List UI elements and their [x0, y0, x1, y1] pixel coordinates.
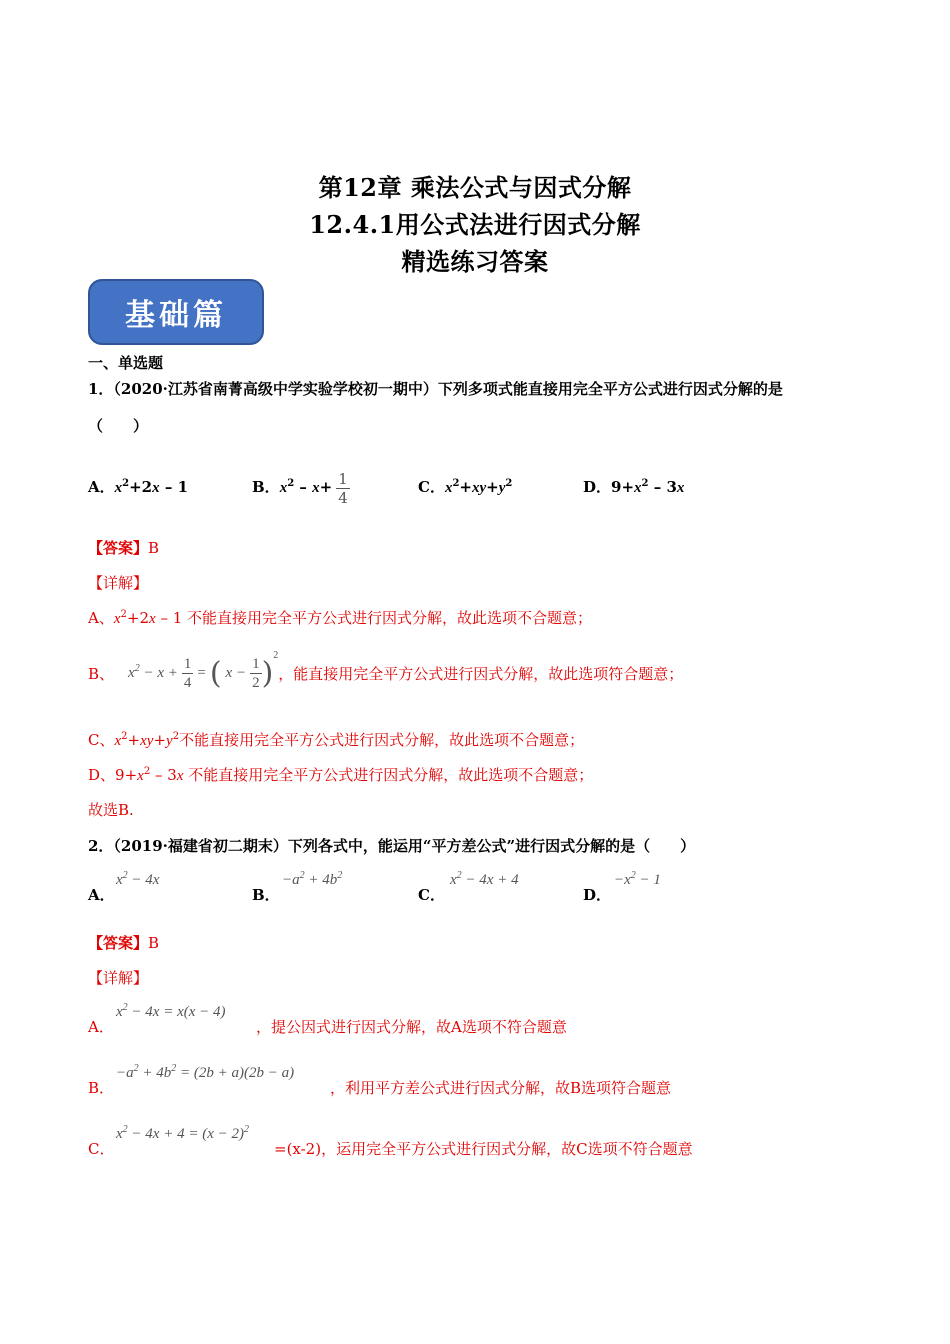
q2-explain-c: C． — [88, 1140, 115, 1158]
section-heading: 一、单选题 — [88, 354, 164, 372]
q2-stem: 2．（2019·福建省初二期末）下列各式中，能运用“平方差公式”进行因式分解的是（ ） — [88, 837, 696, 855]
q2-option-d-formula: $-x^2 - 1$ — [614, 870, 661, 888]
q1-option-c: C．$x^2+xy+y^2$ — [418, 478, 513, 496]
q2-explain-a: A． — [88, 1018, 114, 1036]
level-badge — [88, 279, 264, 345]
q2-explain-b: B． — [88, 1079, 115, 1097]
q2-explain-c-formula: $x^2 - 4x + 4 = (x - 2)^2$ — [116, 1124, 249, 1142]
q2-option-b-formula: $-a^2 + 4b^2$ — [282, 870, 343, 888]
q1-answer: 【答案】B — [88, 539, 160, 557]
q1-option-b: B．$x^2 - x+$ $\frac{1}{4}$ — [252, 469, 348, 507]
q2-option-a: A． — [88, 886, 115, 904]
q2-explain-c-text: =(x-2)，运用完全平方公式进行因式分解，故C选项不符合题意 — [274, 1140, 693, 1158]
q1-explain-d: D、$9+x^2 - 3x$ 不能直接用完全平方公式进行因式分解，故此选项不合题意； — [88, 766, 594, 784]
q1-detail-label: 【详解】 — [88, 574, 149, 592]
q2-explain-a-formula: $x^2 - 4x = x(x - 4)$ — [116, 1002, 226, 1020]
q1-explain-c: C、$x^2+xy+y^2$不能直接用完全平方公式进行因式分解，故此选项不合题意； — [88, 731, 585, 749]
q2-option-d: D． — [583, 886, 612, 904]
title-subtitle: 精选练习答案 — [401, 247, 549, 276]
q2-option-c-formula: $x^2 - 4x + 4$ — [450, 870, 519, 888]
title-chapter: 第12章 乘法公式与因式分解 — [318, 173, 632, 202]
title-section: 12.4.1用公式法进行因式分解 — [309, 210, 641, 239]
q1-stem: 1．（2020·江苏省南菁高级中学实验学校初一期中）下列多项式能直接用完全平方公式进行因式分解的是 — [88, 380, 783, 398]
q2-explain-a-text: ，提公因式进行因式分解，故A选项不符合题意 — [256, 1018, 567, 1036]
q2-option-a-formula: $x^2 - 4x$ — [116, 870, 160, 888]
q1-option-d: D．$9+x^2 - 3x$ — [583, 478, 685, 496]
q1-option-a: A．$x^2+2x - 1$ — [88, 478, 189, 496]
level-badge-label: 基础篇 — [125, 298, 227, 333]
q1-paren: （ ） — [88, 417, 149, 435]
q2-option-c: C． — [418, 886, 445, 904]
q2-detail-label: 【详解】 — [88, 969, 149, 987]
q2-answer: 【答案】B — [88, 934, 160, 952]
q2-explain-b-text: ，利用平方差公式进行因式分解，故B选项符合题意 — [330, 1079, 672, 1097]
q2-option-b: B． — [252, 886, 280, 904]
q2-explain-b-formula: $-a^2 + 4b^2 = (2b + a)(2b - a)$ — [116, 1063, 295, 1081]
q1-explain-a: A、$x^2+2x - 1$ 不能直接用完全平方公式进行因式分解，故此选项不合题意； — [88, 609, 593, 627]
q1-explain-b: B、 $x^2 - x$ + $\frac{1}{4}$ = ( x − $\frac{1}{2}$ ) 2 ，能直接用完全平方公式进行因式分解，故此选项符合题意； — [88, 649, 684, 691]
q1-conclusion: 故选B. — [88, 801, 134, 819]
